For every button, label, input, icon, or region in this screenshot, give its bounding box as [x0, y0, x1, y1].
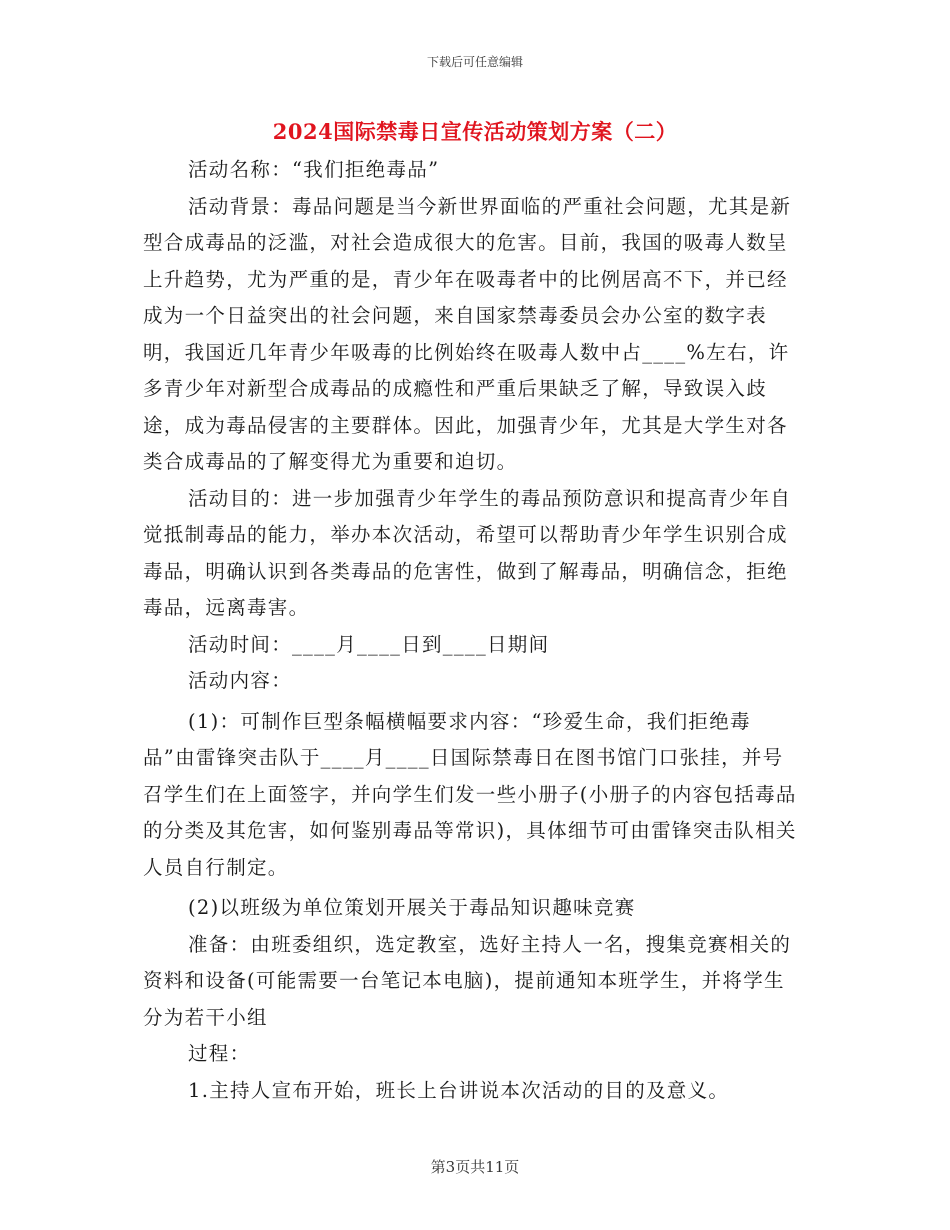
document-body — [143, 152, 803, 1109]
paragraph-activity-name: 活动名称：“我们拒绝毒品” — [188, 158, 440, 181]
paragraph-activity-content-heading: 活动内容： — [188, 669, 293, 692]
page-header-note: 下载后可任意编辑 — [426, 55, 523, 69]
paragraph-content-item-2: (2)以班级为单位策划开展关于毒品知识趣味竞赛 — [188, 896, 636, 919]
paragraph-activity-background: 活动背景：毒品问题是当今新世界面临的严重社会问题，尤其是新型合成毒品的泛滥，对社会造成很大的危害。目前，我国的吸毒人数呈上升趋势，尤为严重的是，青少年在吸毒者中的比例居高不下，并已经成为一个日益突出的社会问题，来自国家禁毒委员会办公室的数字表明，我国近几年青少年吸毒的比例始终在吸毒人数中占____%左右，许多青少年对新型合成毒品的成瘾性和严重后果缺乏了解，导致误入歧途，成为毒品侵害的主要群体。因此，加强青少年，尤其是大学生对各类合成毒品的了解变得尤为重要和迫切。 — [143, 194, 792, 473]
paragraph-content-item-1: (1)：可制作巨型条幅横幅要求内容：“珍爱生命，我们拒绝毒品”由雷锋突击队于____月____日国际禁毒日在图书馆门口张挂，并号召学生们在上面签字，并向学生们发一些小册子(小册子的内容包括毒品的分类及其危害，如何鉴别毒品等常识)，具体细节可由雷锋突击队相关人员自行制定。 — [143, 709, 797, 879]
page-footer-number: 第3页共11页 — [430, 1158, 520, 1176]
paragraph-preparation: 准备：由班委组织，选定教室，选好主持人一名，搜集竞赛相关的资料和设备(可能需要一台笔记本电脑)，提前通知本班学生，并将学生分为若干小组 — [143, 932, 792, 1029]
paragraph-activity-purpose: 活动目的：进一步加强青少年学生的毒品预防意识和提高青少年自觉抵制毒品的能力，举办本次活动，希望可以帮助青少年学生识别合成毒品，明确认识到各类毒品的危害性，做到了解毒品，明确信念，拒绝毒品，远离毒害。 — [143, 486, 792, 619]
paragraph-process-heading: 过程： — [188, 1042, 251, 1065]
paragraph-process-step-1: 1.主持人宣布开始，班长上台讲说本次活动的目的及意义。 — [188, 1078, 730, 1102]
document-title: 2024国际禁毒日宣传活动策划方案（二） — [272, 119, 678, 144]
paragraph-activity-time: 活动时间：____月____日到____日期间 — [188, 632, 550, 656]
